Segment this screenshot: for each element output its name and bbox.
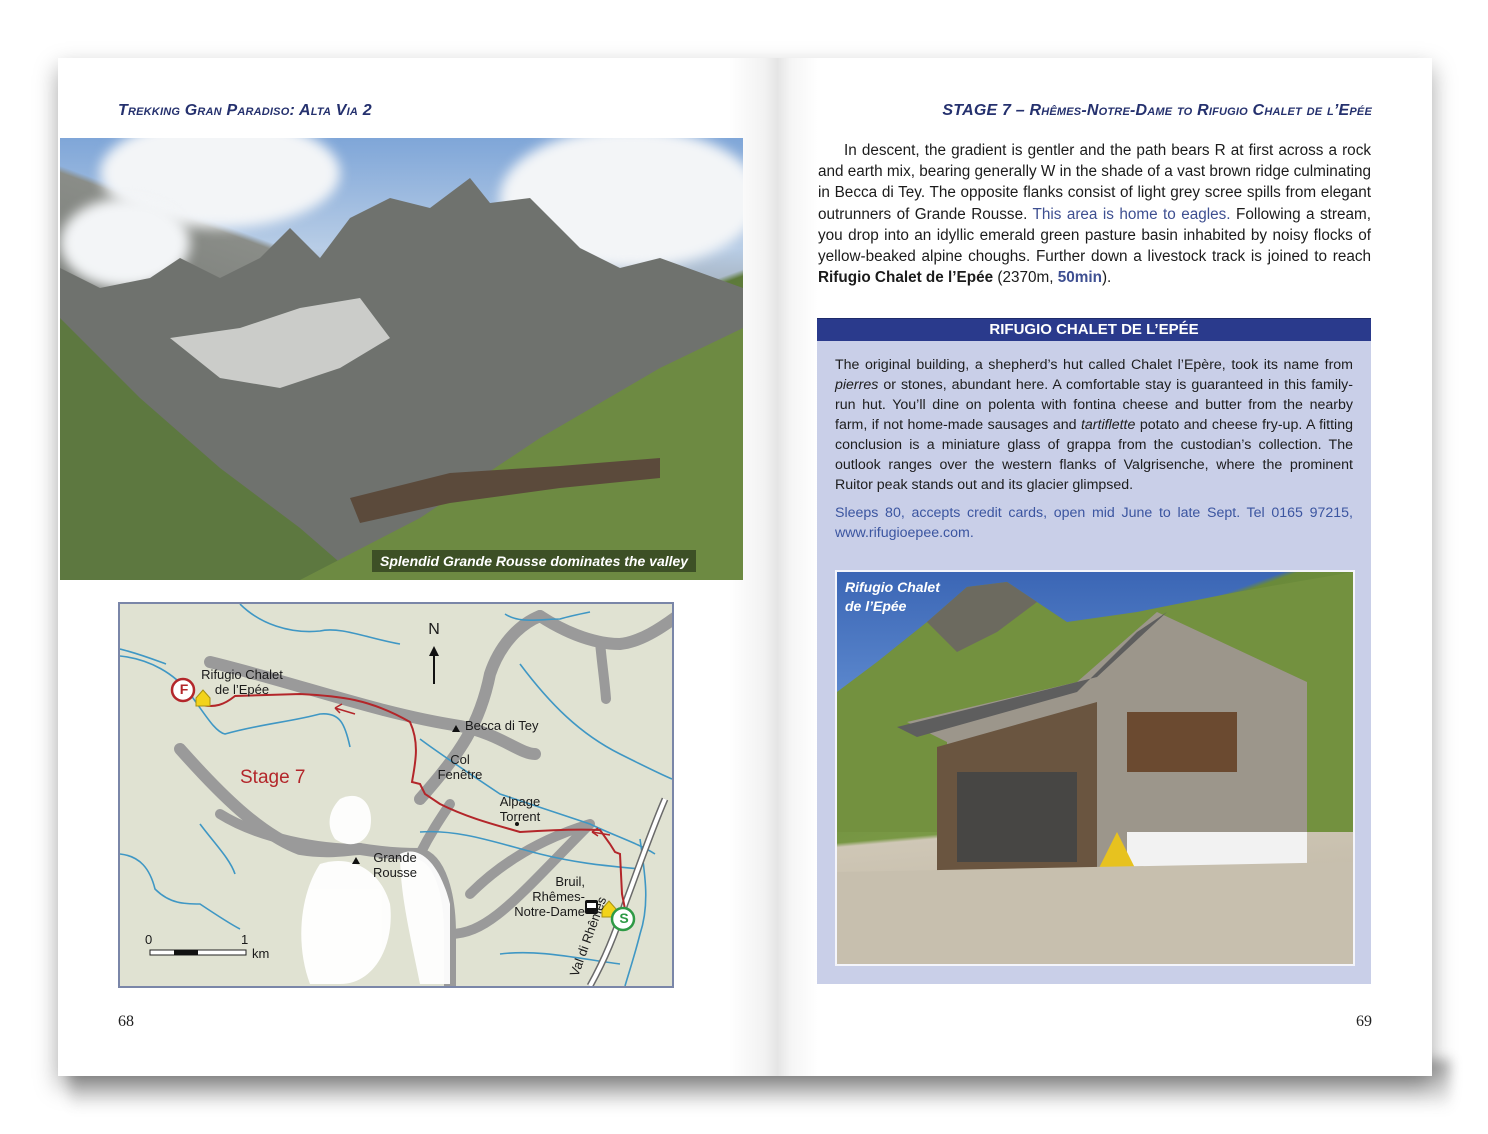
place-col-fenetre: Col Fenêtre: [437, 752, 483, 782]
start-marker: S: [619, 910, 629, 926]
info-box: [817, 318, 1371, 984]
running-head-left: Trekking Gran Paradiso: Alta Via 2: [118, 102, 372, 119]
finish-marker: F: [179, 681, 189, 697]
photo-caption-rifugio: Rifugio Chalet de l’Epée: [845, 579, 940, 614]
photo-grande-rousse: [60, 138, 743, 580]
north-label: N: [428, 621, 440, 638]
place-becca-di-tey: Becca di Tey: [465, 718, 539, 733]
page-number-right: 69: [1356, 1013, 1372, 1030]
stage-label: Stage 7: [240, 767, 306, 788]
page-number-left: 68: [118, 1013, 134, 1030]
place-val-di-rhemes: Val di Rhêmes: [566, 894, 610, 979]
highlight-text: This area is home to eagles.: [1032, 205, 1231, 223]
scale-end: 1: [241, 932, 249, 947]
place-alpage-torrent: Alpage Torrent: [499, 794, 541, 824]
photo-caption: Splendid Grande Rousse dominates the valley: [372, 550, 696, 572]
scale-start: 0: [145, 932, 153, 947]
place-grande-rousse: Grande Rousse: [372, 850, 418, 880]
book-spread: [58, 58, 1432, 1076]
destination-name: Rifugio Chalet de l’Epée: [818, 269, 994, 287]
scale-unit: km: [252, 946, 270, 961]
info-box-description: The original building, a shepherd’s hut called Chalet l’Epère, took its name from pierres or stones, abundant here. A comfortable stay is guaranteed in this family-run hut. You’ll dine on polenta with fontina cheese and butter from the nearby farm, if not home-made sausages and tartiflette potato and cheese fry-up. A fitting conclusion is a miniature glass of grappa from the custodian’s collection. The outlook ranges over the western flanks of Valgrisenche, where the prominent Ruitor peak stands out and its glacier glimpsed.: [835, 357, 1353, 493]
stage-time: 50min: [1057, 269, 1102, 287]
photo-rifugio: [835, 570, 1355, 966]
running-head-right: STAGE 7 – Rhêmes-Notre-Dame to Rifugio Chalet de l’Epée: [942, 102, 1372, 119]
place-bruil: Bruil, Rhêmes- Notre-Dame: [514, 874, 585, 919]
info-box-title: RIFUGIO CHALET DE L’EPÉE: [817, 318, 1371, 341]
route-map: [118, 602, 674, 988]
info-box-details: Sleeps 80, accepts credit cards, open mid June to late Sept. Tel 0165 97215, www.rifugioepee.com.: [835, 505, 1353, 541]
place-rifugio: Rifugio Chalet de l’Epée: [201, 667, 283, 697]
body-paragraph: In descent, the gradient is gentler and the path bears R at first across a rock and earth mix, bearing generally W in the shade of a vast brown ridge culminating in Becca di Tey. The opposite flanks consist of light grey scree spills from elegant outrunners of Grande Rousse. This area is home to eagles. Following a stream, you drop into an idyllic emerald green pasture basin inhabited by noisy flocks of yellow-beaked alpine choughs. Further down a livestock track is joined to reach Rifugio Chalet de l’Epée (2370m, 50min).: [818, 142, 1371, 287]
